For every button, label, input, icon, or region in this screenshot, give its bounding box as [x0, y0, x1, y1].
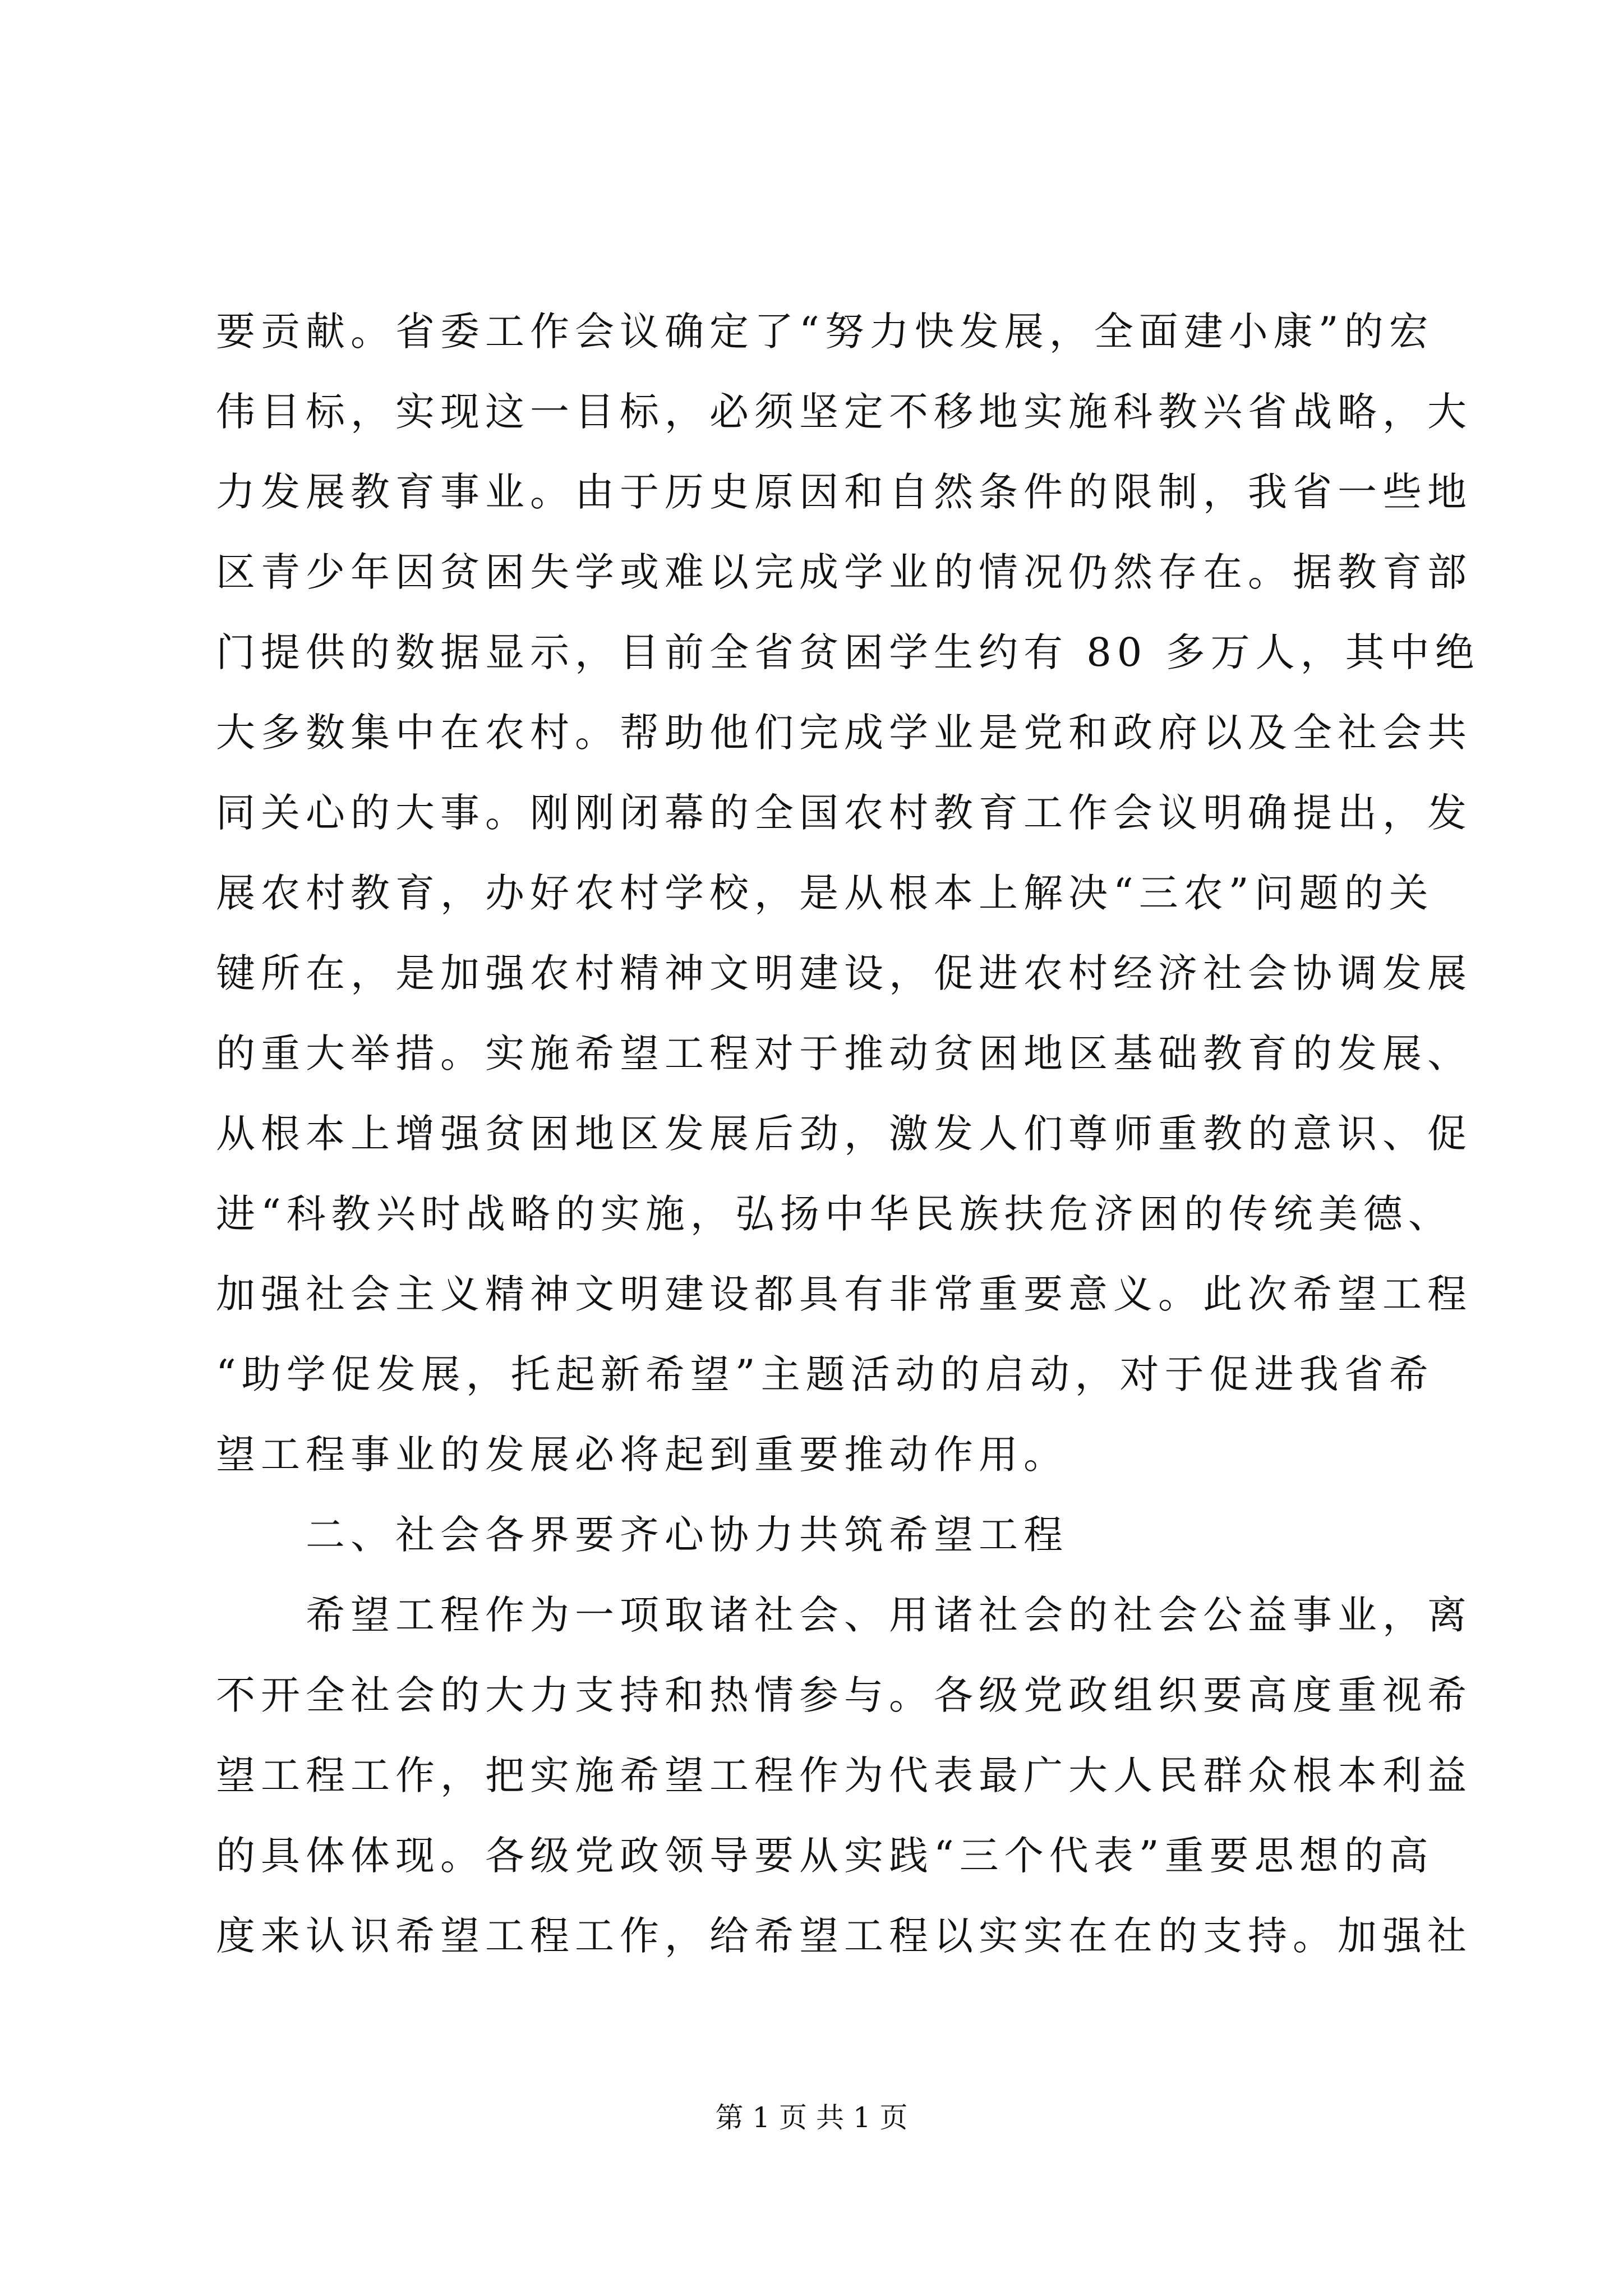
- text-line: 的具体体现。各级党政领导要从实践“三个代表”重要思想的高: [216, 1833, 1434, 1879]
- text-line: 力发展教育事业。由于历史原因和自然条件的限制，我省一些地: [216, 469, 1472, 515]
- text-line: 望工程工作，把实施希望工程作为代表最广大人民群众根本利益: [216, 1752, 1472, 1798]
- text-line: 键所在，是加强农村精神文明建设，促进农村经济社会协调发展: [216, 950, 1472, 996]
- text-line: 度来认识希望工程工作，给希望工程以实实在在的支持。加强社: [216, 1913, 1472, 1959]
- text-line: 大多数集中在农村。帮助他们完成学业是党和政府以及全社会共: [216, 710, 1472, 756]
- text-line: 同关心的大事。刚刚闭幕的全国农村教育工作会议明确提出，发: [216, 790, 1472, 836]
- text-line: 不开全社会的大力支持和热情参与。各级党政组织要高度重视希: [216, 1672, 1472, 1718]
- body-text: [216, 292, 1480, 1976]
- text-line: 要贡献。省委工作会议确定了“努力快发展，全面建小康”的宏: [216, 309, 1434, 355]
- text-line: 伟目标，实现这一目标，必须坚定不移地实施科教兴省战略，大: [216, 389, 1472, 435]
- text-line: 从根本上增强贫困地区发展后劲，激发人们尊师重教的意识、促: [216, 1111, 1472, 1157]
- text-line: 门提供的数据显示，目前全省贫困学生约有 80 多万人，其中绝: [216, 629, 1480, 675]
- page-footer: 第 1 页 共 1 页: [715, 2101, 908, 2134]
- text-line: 区青少年因贫困失学或难以完成学业的情况仍然存在。据教育部: [216, 549, 1472, 595]
- text-line: 加强社会主义精神文明建设都具有非常重要意义。此次希望工程: [216, 1271, 1472, 1317]
- text-line: 望工程事业的发展必将起到重要推动作用。: [216, 1432, 1068, 1478]
- text-line: 展农村教育，办好农村学校，是从根本上解决“三农”问题的关: [216, 870, 1434, 916]
- text-line: 的重大举措。实施希望工程对于推动贫困地区基础教育的发展、: [216, 1030, 1472, 1076]
- text-line: 希望工程作为一项取诸社会、用诸社会的社会公益事业，离: [306, 1592, 1472, 1638]
- section-heading: 二、社会各界要齐心协力共筑希望工程: [306, 1512, 1068, 1558]
- text-line: 进“科教兴时战略的实施，弘扬中华民族扶危济困的传统美德、: [216, 1191, 1453, 1237]
- text-line: “助学促发展，托起新希望”主题活动的启动，对于促进我省希: [216, 1351, 1434, 1397]
